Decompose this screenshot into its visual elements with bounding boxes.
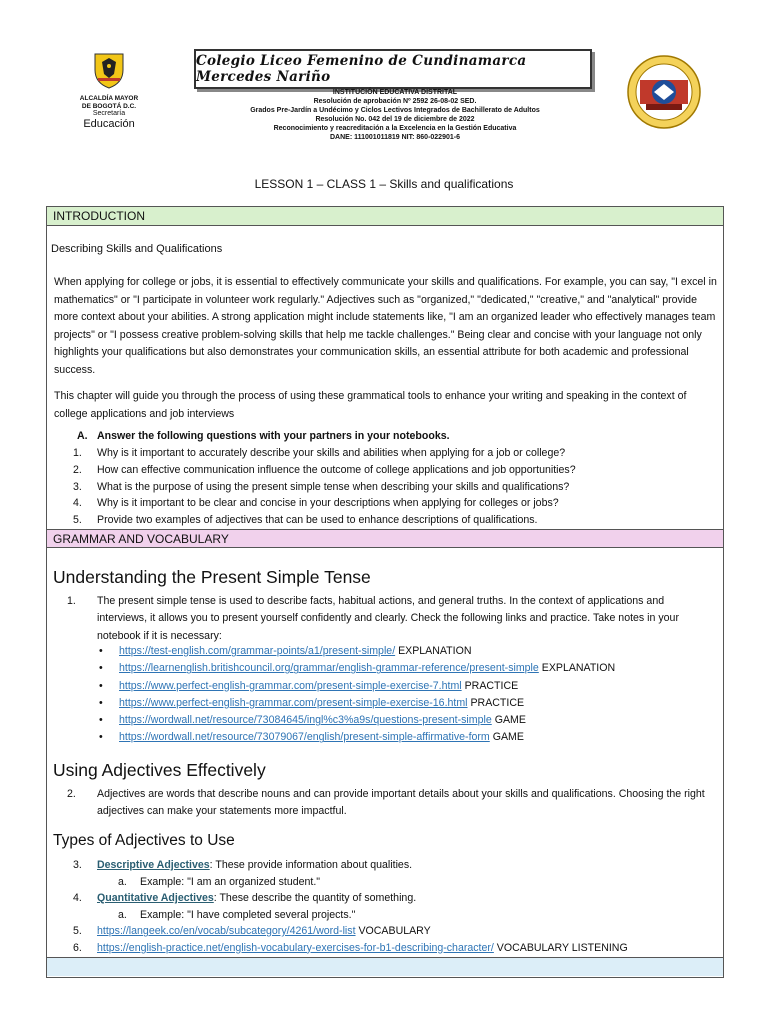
school-seal-icon: [626, 54, 702, 130]
list-number: 3.: [73, 480, 82, 493]
link-label: GAME: [489, 731, 524, 744]
present-simple-explanation: [67, 593, 717, 645]
list-number: 5.: [73, 925, 82, 937]
link-label: VOCABULARY LISTENING: [493, 941, 628, 954]
list-number: 2.: [73, 463, 82, 476]
adjectives-heading: Using Adjectives Effectively: [53, 760, 266, 780]
list-item: [99, 660, 719, 677]
list-number: 3.: [73, 859, 82, 871]
institution-line: Reconocimiento y reacreditación a la Excelencia en la Gestión Educativa: [273, 125, 517, 132]
list-item: [73, 512, 713, 529]
adjective-types-list: [73, 857, 713, 956]
list-item: [99, 643, 719, 660]
practice-links-list: [99, 643, 719, 747]
list-number: 2.: [67, 788, 76, 800]
link-label: GAME: [491, 714, 526, 727]
list-number: 6.: [73, 941, 82, 954]
adjectives-explanation: [67, 786, 717, 821]
question-text: What is the purpose of using the present simple tense when describing your skills and qualifications?: [97, 480, 570, 493]
resource-link[interactable]: https://www.perfect-english-grammar.com/present-simple-exercise-7.html: [119, 679, 462, 692]
bullet-icon: •: [99, 645, 103, 657]
institution-line: Resolución de aprobación Nº 2592 26-08-02 SED.: [313, 98, 477, 105]
example-text: Example: "I have completed several projects.": [140, 908, 356, 921]
logo-line-4: Educación: [83, 118, 135, 130]
lesson-content-box: [46, 206, 724, 978]
bullet-icon: •: [99, 731, 103, 744]
sub-number: a.: [118, 875, 127, 888]
institution-line: Grados Pre-Jardín a Undécimo y Ciclos Lectivos Integrados de Bachillerato de Adultos: [250, 107, 540, 114]
list-item: [73, 479, 713, 496]
questions-list: [73, 445, 713, 529]
bogota-coat-of-arms-icon: [92, 50, 126, 90]
list-item: [73, 857, 713, 874]
institution-line: DANE: 111001011819 NIT: 860-022901-6: [330, 134, 460, 141]
school-name: Colegio Liceo Femenino de Cundinamarca Mercedes Nariño: [196, 53, 527, 85]
explanation-text: The present simple tense is used to describe facts, habitual actions, and general truths. In the context of applications and interviews, it allows you to present yourself confidently and clearly. Check the following links and practice. Take notes in your notebook if it is necessary:: [97, 595, 679, 642]
list-item: [73, 495, 713, 512]
descriptive-adjectives-link[interactable]: Descriptive Adjectives: [97, 859, 210, 871]
logo-line-3: Secretaría: [92, 110, 126, 117]
bogota-education-logo: [64, 50, 154, 130]
institution-line: INSTITUCIÓN EDUCATIVA DISTRITAL: [332, 89, 458, 96]
list-item: [73, 874, 713, 891]
list-item: [99, 678, 719, 695]
question-text: How can effective communication influence the outcome of college applications and job opportunities?: [97, 463, 576, 476]
list-item: [73, 462, 713, 479]
bullet-icon: •: [99, 696, 103, 709]
questions-letter: A.: [77, 430, 88, 442]
list-item: [73, 923, 713, 940]
resource-link[interactable]: https://learnenglish.britishcouncil.org/grammar/english-grammar-reference/present-simple: [119, 662, 539, 675]
question-text: Why is it important to be clear and concise in your descriptions when applying for colleges or jobs?: [97, 497, 559, 510]
institution-line: Resolución No. 042 del 19 de diciembre de 2022: [315, 116, 475, 123]
type-text: : These describe the quantity of something.: [213, 892, 417, 904]
list-item: [73, 940, 713, 957]
list-item: [99, 729, 719, 746]
list-number: 4.: [73, 892, 82, 904]
lesson-title: LESSON 1 – CLASS 1 – Skills and qualifications: [254, 177, 514, 191]
logo-line-2: DE BOGOTÁ D.C.: [81, 102, 137, 110]
question-text: Why is it important to accurately describe your skills and abilities when applying for a job or college?: [97, 447, 566, 459]
list-item: [73, 907, 713, 924]
list-item: [73, 445, 713, 462]
resource-link[interactable]: https://test-english.com/grammar-points/a1/present-simple/: [119, 645, 396, 657]
list-item: [99, 695, 719, 712]
bullet-icon: •: [99, 662, 103, 675]
intro-paragraph-2: This chapter will guide you through the process of using these grammatical tools to enhance your writing and speaking in the context of college applications and job interviews: [54, 390, 687, 420]
intro-subtitle: Describing Skills and Qualifications: [51, 243, 223, 255]
type-text: : These provide information about qualities.: [209, 859, 413, 871]
link-label: PRACTICE: [467, 696, 525, 709]
empty-footer-bar: [47, 957, 723, 976]
present-simple-heading: Understanding the Present Simple Tense: [53, 567, 371, 587]
list-number: 5.: [73, 514, 82, 527]
link-label: VOCABULARY: [355, 925, 431, 937]
grammar-vocabulary-bar: GRAMMAR AND VOCABULARY: [47, 529, 723, 548]
list-item: [73, 890, 713, 907]
school-name-box: [194, 49, 592, 89]
list-number: 4.: [73, 497, 82, 510]
introduction-bar: INTRODUCTION: [47, 207, 723, 226]
logo-line-1: ALCALDÍA MAYOR: [79, 95, 139, 102]
vocabulary-link[interactable]: https://langeek.co/en/vocab/subcategory/4261/word-list: [97, 925, 356, 937]
resource-link[interactable]: https://wordwall.net/resource/73084645/ingl%c3%a9s/questions-present-simple: [119, 714, 492, 727]
quantitative-adjectives-link[interactable]: Quantitative Adjectives: [97, 892, 214, 904]
example-text: Example: "I am an organized student.": [140, 875, 321, 888]
link-label: EXPLANATION: [538, 662, 616, 675]
list-number: 1.: [73, 447, 82, 459]
bullet-icon: •: [99, 714, 103, 727]
adjective-types-heading: Types of Adjectives to Use: [53, 832, 235, 849]
document-header: [0, 0, 768, 160]
explanation-text: Adjectives are words that describe nouns and can provide important details about your skills and qualifications. Choosing the right adjectives can make your statements more impactful.: [97, 788, 705, 818]
resource-link[interactable]: https://www.perfect-english-grammar.com/present-simple-exercise-16.html: [119, 696, 468, 709]
link-label: EXPLANATION: [395, 645, 472, 657]
sub-number: a.: [118, 908, 127, 921]
list-number: 1.: [67, 595, 76, 607]
bullet-icon: •: [99, 679, 103, 692]
link-label: PRACTICE: [461, 679, 519, 692]
questions-heading: [77, 430, 450, 442]
intro-paragraph-1: When applying for college or jobs, it is essential to effectively communicate your skills and qualifications. For example, you can say, "I excel in mathematics" or "I participate in volunteer work regularly." Adjectives such as "organized," "dedicated," "creative," and "analytical" provide more context about your abilities. A strong application might include statements like, "I am an organized leader who effectively manages team projects" or "I possess creative problem-solving skills that help me tackle challenges." Being clear and concise with your language not only highlights your qualifications but also demonstrates your communication skills, an essential attribute for both academic and professional success.: [54, 276, 717, 376]
vocabulary-listening-link[interactable]: https://english-practice.net/english-vocabulary-exercises-for-b1-describing-character/: [97, 941, 494, 954]
resource-link[interactable]: https://wordwall.net/resource/73079067/english/present-simple-affirmative-form: [119, 731, 490, 744]
list-item: [99, 712, 719, 729]
question-text: Provide two examples of adjectives that can be used to enhance descriptions of qualifications.: [97, 514, 538, 527]
questions-heading-text: Answer the following questions with your partners in your notebooks.: [97, 430, 450, 442]
institution-info: [200, 88, 590, 142]
